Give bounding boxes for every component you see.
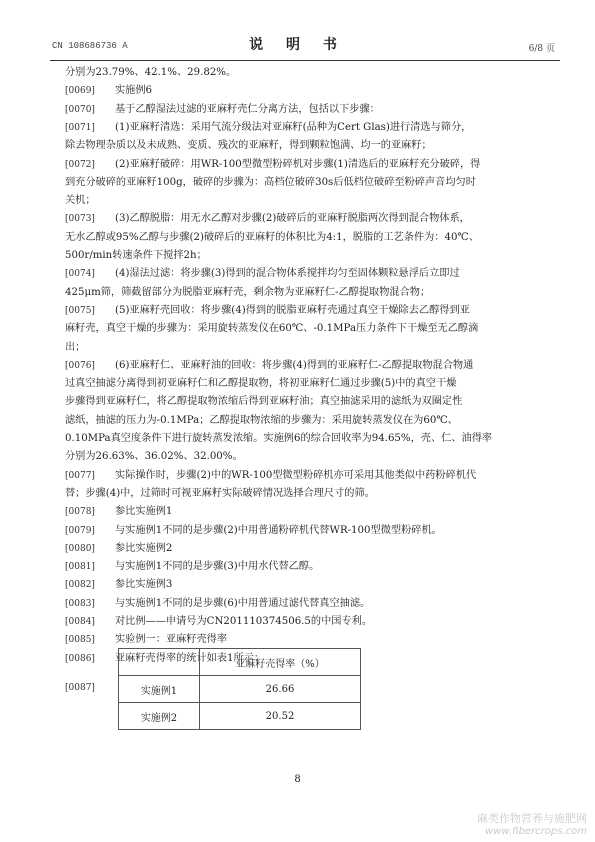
table-row (119, 676, 361, 703)
paragraph-number: [0082] (65, 580, 95, 591)
paragraph-text: (4)湿法过滤：将步骤(3)得到的混合物体系搅拌均匀至固体颗粒悬浮后立即过 (115, 268, 460, 280)
table-cell: 26.66 (200, 676, 361, 703)
paragraph-text: 分别为23.79%、42.1%、29.82%。 (65, 67, 237, 78)
table-header-row (119, 649, 361, 676)
paragraph-text: 参比实施例3 (115, 579, 173, 591)
paragraph-text: 与实施例1不同的是步骤(3)中用水代替乙醇。 (115, 561, 320, 573)
paragraph-text: (6)亚麻籽仁、亚麻籽油的回收：将步骤(4)得到的亚麻籽仁-乙醇提取物混合物通 (115, 359, 474, 371)
paragraph-number: [0077] (65, 470, 95, 481)
paragraph-number: [0081] (65, 562, 95, 573)
paragraph-text: 分别为26.63%、36.02%、32.00%。 (65, 451, 243, 463)
paragraph-number: [0075] (65, 305, 95, 316)
paragraph-text: (5)亚麻籽壳回收：将步骤(4)得到的脱脂亚麻籽壳通过真空干燥除去乙醇得到亚 (115, 304, 470, 316)
page-number: 8 (294, 774, 301, 785)
table-cell: 20.52 (200, 703, 361, 730)
paragraph-number: [0070] (65, 104, 95, 115)
paragraph-text: 与实施例1不同的是步骤(6)中用普通过滤代替真空抽滤。 (115, 597, 371, 609)
paragraph-text: 替；步骤(4)中，过筛时可视亚麻籽实际破碎情况选择合理尺寸的筛。 (65, 487, 375, 499)
paragraph-text: 实施例6 (115, 85, 153, 97)
watermark-url: www.fibercrops.com (485, 826, 587, 837)
table-paragraph-number: [0087] (65, 683, 95, 693)
paragraph-number: [0080] (65, 543, 95, 554)
paragraph-text: 关机； (65, 195, 96, 207)
doc-title: 说 明 书 (249, 37, 346, 53)
paragraph-text: 步骤得到亚麻籽仁，将乙醇提取物浓缩后得到亚麻籽油；真空抽滤采用的滤纸为双圈定性 (65, 396, 463, 408)
paragraph-text: (3)乙醇脱脂：用无水乙醇对步骤(2)破碎后的亚麻籽脱脂两次得到混合物体系， (115, 213, 470, 225)
doc-number: CN 108686736 A (52, 41, 128, 51)
header-rule (50, 60, 560, 61)
table-cell: 实施例1 (119, 676, 200, 703)
paragraph-number: [0085] (65, 635, 95, 646)
yield-table (118, 648, 361, 730)
paragraph-number: [0069] (65, 86, 95, 97)
paragraph-number: [0071] (65, 122, 95, 133)
paragraph-text: 基于乙醇湿法过滤的亚麻籽壳仁分离方法，包括以下步骤： (115, 103, 380, 115)
paragraph-number: [0083] (65, 598, 95, 609)
paragraph-number: [0086] (65, 653, 95, 664)
paragraph-text: 到充分破碎的亚麻籽100g，破碎的步骤为：高档位破碎30s后低档位破碎至粉碎声音均匀时 (65, 176, 476, 188)
watermark-text: 麻类作物营养与施肥网 (477, 812, 587, 825)
paragraph-number: [0084] (65, 617, 95, 627)
paragraph-number: [0076] (65, 360, 95, 371)
paragraph-number: [0072] (65, 159, 95, 170)
paragraph-text: 出； (65, 341, 86, 353)
paragraph-text: 500r/min转速条件下搅拌2h； (65, 250, 207, 261)
paragraph-text: (2)亚麻籽破碎：用WR-100型微型粉碎机对步骤(1)清选后的亚麻籽充分破碎，得 (115, 158, 481, 170)
paragraph-text: 无水乙醇或95%乙醇与步骤(2)破碎后的亚麻籽的体积比为4:1，脱脂的工艺条件为：40℃、 (65, 231, 480, 243)
page-indicator: 6/8 页 (528, 44, 555, 54)
paragraph-text: 参比实施例1 (115, 506, 173, 518)
paragraph-number: [0079] (65, 525, 95, 536)
paragraph-text: 麻籽壳，真空干燥的步骤为：采用旋转蒸发仪在60℃、-0.1MPa压力条件下干燥至无乙醇滴 (65, 323, 479, 335)
table-header-cell: 亚麻籽壳得率（%） (200, 649, 361, 676)
paragraph-number: [0074] (65, 269, 95, 280)
table-row (119, 703, 361, 730)
page-header (0, 30, 595, 60)
paragraph-text: 亚麻籽壳得率的统计如表1所示： (115, 652, 265, 664)
paragraph-number: [0078] (65, 507, 95, 518)
paragraph-text: 实验例一：亚麻籽壳得率 (115, 634, 228, 646)
paragraph-text: 425μm筛，筛截留部分为脱脂亚麻籽壳，剩余物为亚麻籽仁-乙醇提取物混合物； (65, 286, 431, 298)
paragraph-number: [0073] (65, 214, 95, 225)
paragraph-text: 0.10MPa真空度条件下进行旋转蒸发浓缩。实施例6的综合回收率为94.65%，壳、仁、油得率 (65, 433, 493, 444)
table-header-cell (119, 649, 200, 676)
paragraph-text: 除去物理杂质以及未成熟、变质、残次的亚麻籽，得到颗粒饱满、均一的亚麻籽； (65, 140, 432, 152)
paragraph-text: 实际操作时，步骤(2)中的WR-100型微型粉碎机亦可采用其他类似中药粉碎机代 (115, 469, 477, 481)
paragraph-text: 滤纸，抽滤的压力为-0.1MPa；乙醇提取物浓缩的步骤为：采用旋转蒸发仪在为60℃、 (65, 414, 458, 426)
table-cell: 实施例2 (119, 703, 200, 730)
paragraph-text: 参比实施例2 (115, 542, 173, 554)
paragraph-text: 对比例——申请号为CN201110374506.5的中国专利。 (115, 616, 373, 627)
paragraph-text: 与实施例1不同的是步骤(2)中用普通粉碎机代替WR-100型微型粉碎机。 (115, 524, 442, 536)
paragraph-text: (1)亚麻籽清选：采用气流分级法对亚麻籽(品种为Cert Glas)进行清选与筛分， (115, 121, 472, 133)
paragraph-text: 过真空抽滤分离得到初亚麻籽仁和乙醇提取物，将初亚麻籽仁通过步骤(5)中的真空干燥 (65, 378, 457, 390)
